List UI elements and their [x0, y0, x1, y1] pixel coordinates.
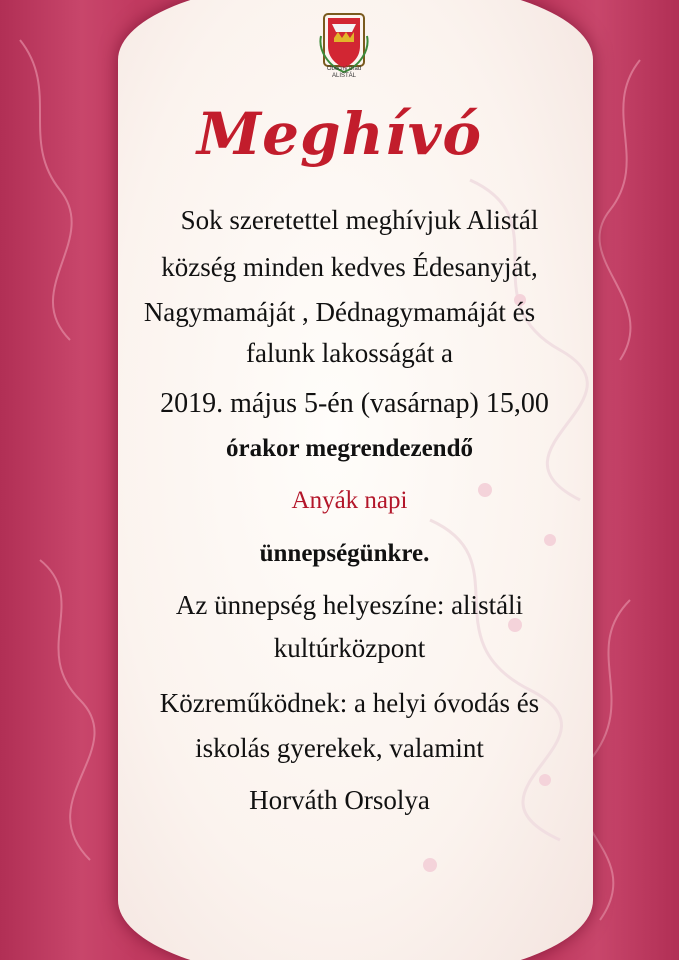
invitation-title: Meghívó: [196, 100, 483, 168]
coat-of-arms: [318, 12, 370, 92]
crest-caption: [314, 66, 374, 80]
event-date: 2019. május 5-én (vasárnap) 15,00: [160, 388, 549, 419]
venue-line-2: kultúrközpont: [273, 633, 426, 663]
event-name-suffix: ünnepségünkre.: [259, 540, 430, 567]
event-name: Anyák napi: [291, 487, 408, 514]
body-line-3: Nagymamáját , Dédnagymamáját és: [143, 297, 536, 327]
performers-line-1: Közreműködnek: a helyi óvodás és: [159, 688, 540, 718]
performer-name: Horváth Orsolya: [249, 785, 430, 815]
body-line-4: falunk lakosságát a: [246, 338, 453, 368]
crest-caption-line1: Obecný úrad: [326, 66, 362, 72]
body-line-1: Sok szeretettel meghívjuk Alistál: [180, 205, 539, 235]
venue-line-1: Az ünnepség helyeszíne: alistáli: [175, 590, 524, 620]
event-time: órakor megrendezendő: [226, 435, 473, 462]
performers-line-2: iskolás gyerekek, valamint: [195, 733, 484, 763]
body-line-2: község minden kedves Édesanyját,: [161, 252, 538, 282]
crest-caption-line2: ALISTÁL: [331, 73, 356, 79]
